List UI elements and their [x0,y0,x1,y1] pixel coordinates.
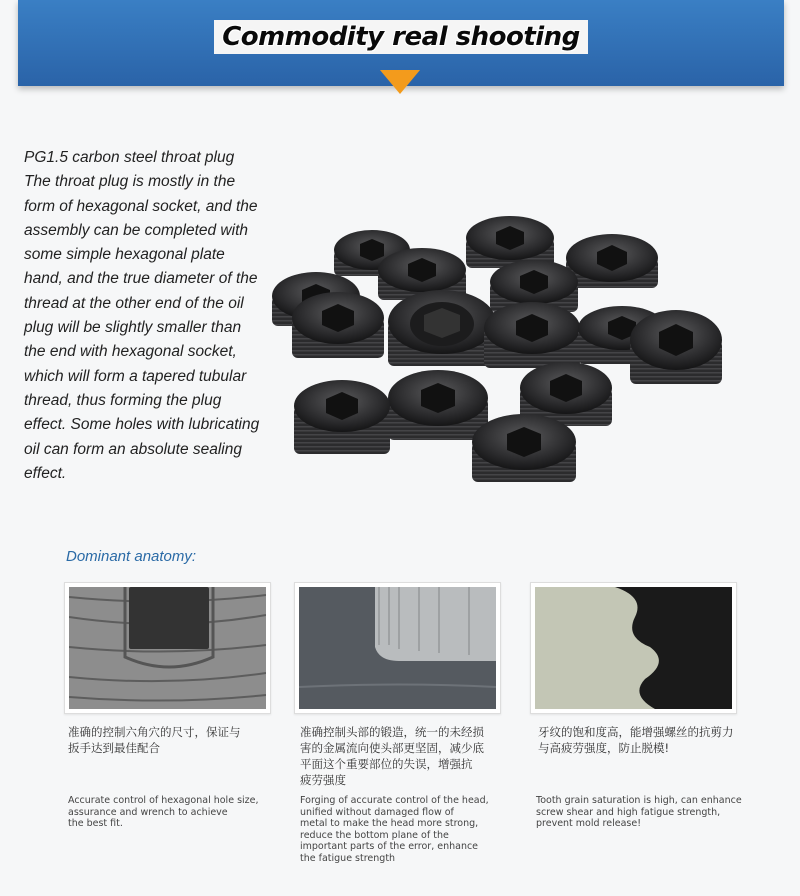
description-line: The throat plug is mostly in the [24,173,236,191]
description-line: some simple hexagonal plate [24,246,225,264]
description-line: which will form a tapered tubular [24,367,247,385]
description-title: PG1.5 carbon steel throat plug [24,149,235,166]
anatomy-zh-3: 牙纹的饱和度高，能增强螺丝的抗剪力 与高疲劳强度，防止脱模! [538,725,734,755]
description-line: effect. Some holes with lubricating [24,416,260,434]
banner-pointer [380,70,420,94]
description-line: effect. [24,464,67,482]
anatomy-image-forging [294,582,501,714]
description-line: hand, and the true diameter of the [24,270,258,288]
anatomy-en-1: Accurate control of hexagonal hole size, assurance and wrench to achieve the best fit. [68,795,259,830]
description-line: thread at the other end of the oil [24,294,244,312]
description-line: the end with hexagonal socket, [24,343,237,361]
anatomy-zh-1: 准确的控制六角穴的尺寸，保证与 扳手达到最佳配合 [68,725,241,755]
anatomy-image-socket [64,582,271,714]
description-line: thread, thus forming the plug [24,391,222,409]
plug-group [272,216,722,482]
anatomy-zh-2: 准确控制头部的锻造，统一的未经损 害的金属流向使头部更坚固，减少底 平面这个重要部位的失误，增强抗 疲劳强度 [300,725,484,787]
description-line: form of hexagonal socket, and the [24,197,258,215]
anatomy-heading: Dominant anatomy: [66,548,197,565]
description-line: oil can form an absolute sealing [24,440,242,458]
anatomy-en-3: Tooth grain saturation is high, can enhance screw shear and high fatigue strength, prevent mold release! [536,795,742,830]
product-description [24,146,274,486]
description-line: assembly can be completed with [24,221,249,239]
description-line: plug will be slightly smaller than [24,319,242,337]
anatomy-en-2: Forging of accurate control of the head, unified without damaged flow of metal to make the head more strong, reduce the bottom plane of the important parts of the error, enhance the fatigue strength [300,795,489,864]
anatomy-image-thread [530,582,737,714]
banner-title: Commodity real shooting [214,20,588,54]
product-photo [262,210,722,500]
